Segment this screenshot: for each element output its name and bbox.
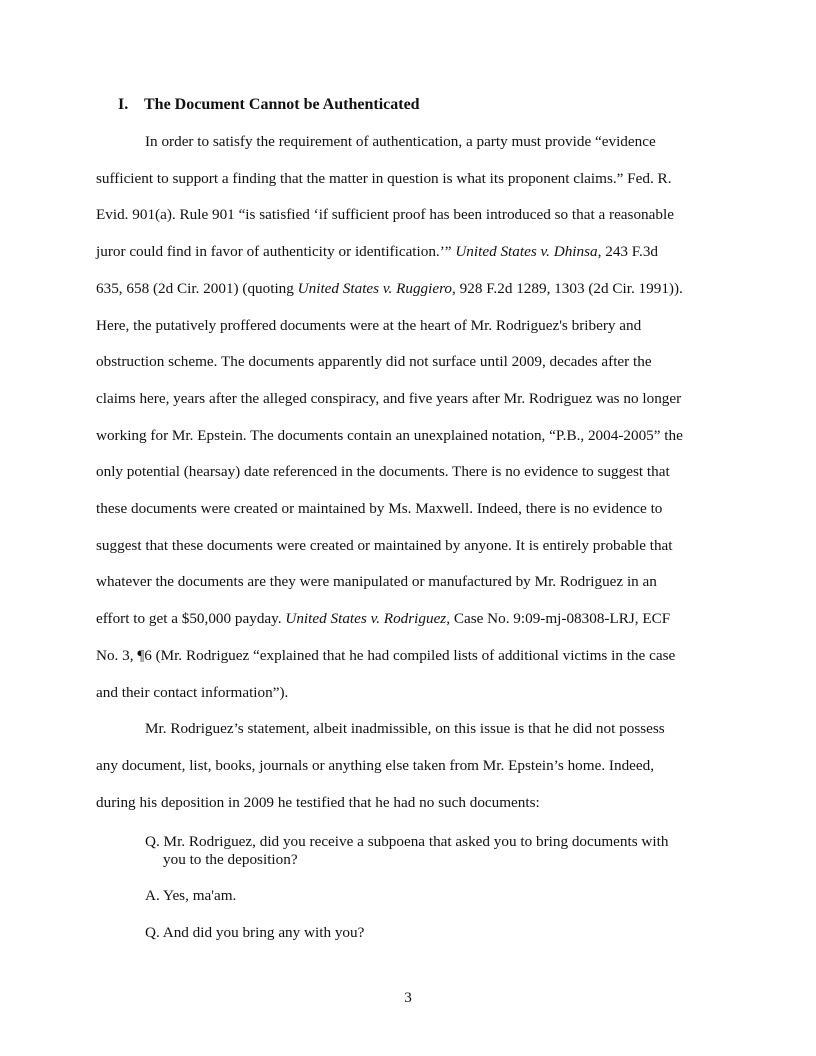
text-line bbox=[96, 243, 658, 261]
section-title: The Document Cannot be Authenticated bbox=[144, 96, 420, 113]
case-citation: United States v. Rodriguez bbox=[285, 610, 447, 628]
text-line bbox=[96, 610, 670, 628]
case-citation: United States v. Dhinsa bbox=[455, 243, 598, 261]
text-run: obstruction scheme. The documents apparently did not surface until 2009, decades after the bbox=[96, 353, 652, 371]
text-run: whatever the documents are they were manipulated or manufactured by Mr. Rodriguez in an bbox=[96, 573, 657, 591]
text-run: , 243 F.3d bbox=[597, 243, 659, 261]
text-run: juror could find in favor of authenticity or identification.’” bbox=[96, 243, 456, 261]
text-run: Here, the putatively proffered documents were at the heart of Mr. Rodriguez's bribery and bbox=[96, 316, 642, 334]
text-line bbox=[96, 427, 683, 445]
text-line bbox=[96, 647, 675, 665]
transcript-line: Q. Mr. Rodriguez, did you receive a subpoena that asked you to bring documents with bbox=[145, 833, 669, 850]
text-run: In order to satisfy the requirement of authentication, a party must provide “evidence bbox=[145, 133, 656, 150]
page-number: 3 bbox=[404, 989, 412, 1006]
text-line bbox=[96, 794, 540, 812]
text-line bbox=[96, 280, 683, 298]
text-line bbox=[145, 720, 665, 738]
text-line bbox=[96, 757, 654, 775]
text-run: during his deposition in 2009 he testified that he had no such documents: bbox=[96, 793, 540, 811]
transcript-line: A. Yes, ma'am. bbox=[145, 887, 237, 904]
text-run: Evid. 901(a). Rule 901 “is satisfied ‘if sufficient proof has been introduced so that a reasonable bbox=[96, 206, 674, 224]
text-line bbox=[96, 390, 681, 408]
text-run: any document, list, books, journals or anything else taken from Mr. Epstein’s home. Indeed, bbox=[96, 756, 655, 774]
text-line bbox=[96, 170, 672, 188]
text-run: Mr. Rodriguez’s statement, albeit inadmissible, on this issue is that he did not possess bbox=[145, 720, 665, 738]
text-run: , Case No. 9:09-mj-08308-LRJ, ECF bbox=[446, 610, 671, 628]
text-line bbox=[96, 573, 657, 591]
text-run: only potential (hearsay) date referenced in the documents. There is no evidence to suggest that bbox=[96, 463, 670, 481]
text-run: No. 3, ¶6 (Mr. Rodriguez “explained that he had compiled lists of additional victims in the case bbox=[96, 646, 676, 664]
text-run: claims here, years after the alleged conspiracy, and five years after Mr. Rodriguez was no longer bbox=[96, 389, 682, 407]
text-line bbox=[145, 133, 656, 151]
text-run: sufficient to support a finding that the matter in question is what its proponent claims.” Fed. R. bbox=[96, 169, 672, 187]
text-line bbox=[96, 537, 673, 555]
text-run: suggest that these documents were created or maintained by anyone. It is entirely probable that bbox=[96, 536, 673, 554]
section-number: I. bbox=[118, 96, 129, 113]
text-line bbox=[96, 463, 670, 481]
text-line bbox=[96, 206, 674, 224]
text-line bbox=[96, 353, 652, 371]
section-heading bbox=[118, 96, 420, 114]
text-line bbox=[96, 500, 662, 518]
text-line bbox=[96, 317, 641, 335]
text-run: , 928 F.2d 1289, 1303 (2d Cir. 1991)). bbox=[452, 279, 683, 297]
text-run: these documents were created or maintained by Ms. Maxwell. Indeed, there is no evidence to bbox=[96, 500, 663, 517]
text-run: working for Mr. Epstein. The documents contain an unexplained notation, “P.B., 2004-2005” the bbox=[96, 426, 683, 444]
case-citation: United States v. Ruggiero bbox=[297, 279, 453, 297]
text-line bbox=[96, 684, 288, 702]
transcript-line: you to the deposition? bbox=[163, 851, 298, 868]
text-run: and their contact information”). bbox=[96, 683, 289, 701]
text-run: effort to get a $50,000 payday. bbox=[96, 610, 286, 628]
transcript-line: Q. And did you bring any with you? bbox=[145, 924, 365, 941]
text-run: 635, 658 (2d Cir. 2001) (quoting bbox=[96, 279, 298, 297]
